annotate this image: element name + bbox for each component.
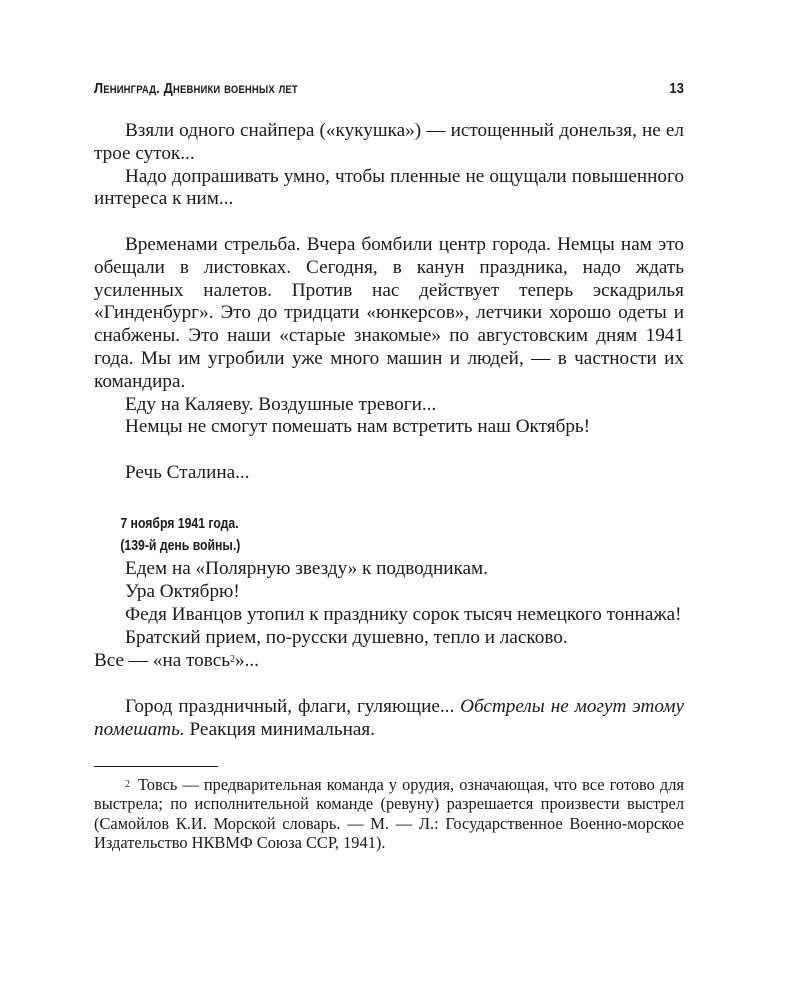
text-run: Реакция минимальная.: [184, 718, 376, 740]
paragraph: Взяли одного снайпера («кукушка») — истощенный донельзя, не ел трое суток...: [94, 120, 684, 164]
paragraph-gap: [94, 485, 684, 508]
paragraph-gap: [94, 211, 684, 234]
footnote-reference[interactable]: 2: [229, 654, 235, 666]
paragraph-continuation: [94, 649, 684, 673]
date-subheading: (139-й день войны.): [120, 538, 241, 555]
footnote-mark: 2: [125, 778, 130, 790]
main-text: [94, 120, 684, 742]
paragraph: Ура Октябрю!: [125, 580, 240, 602]
paragraph: Федя Иванцов утопил к празднику сорок тысяч немецкого тоннажа!: [125, 603, 682, 625]
date-heading: 7 ноября 1941 года.: [120, 515, 239, 532]
paragraph: Речь Сталина...: [125, 461, 250, 483]
text-run: »...: [234, 650, 259, 672]
text-run: Все — «на товсь: [94, 650, 230, 672]
footnote-text: Товсь — предварительная команда у орудия, означающая, что все готово для выстрела; по исполнительной команде (ревуну) разрешается произвести выстрел (Самойлов К.И. Морской словарь. — М. — Л.: Государственное Военно-морское Издательство НКВМФ Союза ССР, 1941).: [94, 774, 684, 853]
page-number: 13: [669, 80, 684, 97]
footnote: [94, 775, 684, 853]
book-page: [94, 78, 684, 853]
paragraph: Немцы не смогут помешать нам встретить наш Октябрь!: [125, 416, 591, 438]
paragraph-gap: [94, 439, 684, 462]
paragraph: Едем на «Полярную звезду» к подводникам.: [125, 558, 488, 580]
paragraph: Братский прием, по-русски душевно, тепло и ласково.: [125, 626, 568, 648]
text-run: Город праздничный, флаги, гуляющие...: [125, 695, 461, 717]
running-header: [94, 78, 684, 104]
paragraph: [94, 696, 684, 742]
paragraph: Надо допрашивать умно, чтобы пленные не ощущали повышенного интереса к ним...: [94, 165, 684, 210]
running-header-title: Ленинград. Дневники военных лет: [94, 80, 298, 97]
italic-text-run: Обстрелы не могут этому помешать.: [94, 695, 684, 740]
paragraph: Еду на Каляеву. Воздушные тревоги...: [125, 393, 437, 415]
paragraph: Временами стрельба. Вчера бомбили центр города. Немцы нам это обещали в листовках. Сегодня, в канун праздника, надо ждать усиленных налетов. Против нас действует теперь эскадрилья «Гинденбург». Это до тридцати «юнкерсов», летчики хорошо одеты и снабжены. Это наши «старые знакомые» по августовским дням 1941 года. Мы им угробили уже много машин и людей, — в частности их командира.: [94, 233, 684, 392]
footnote-divider: [94, 766, 218, 767]
paragraph-gap: [94, 673, 684, 696]
